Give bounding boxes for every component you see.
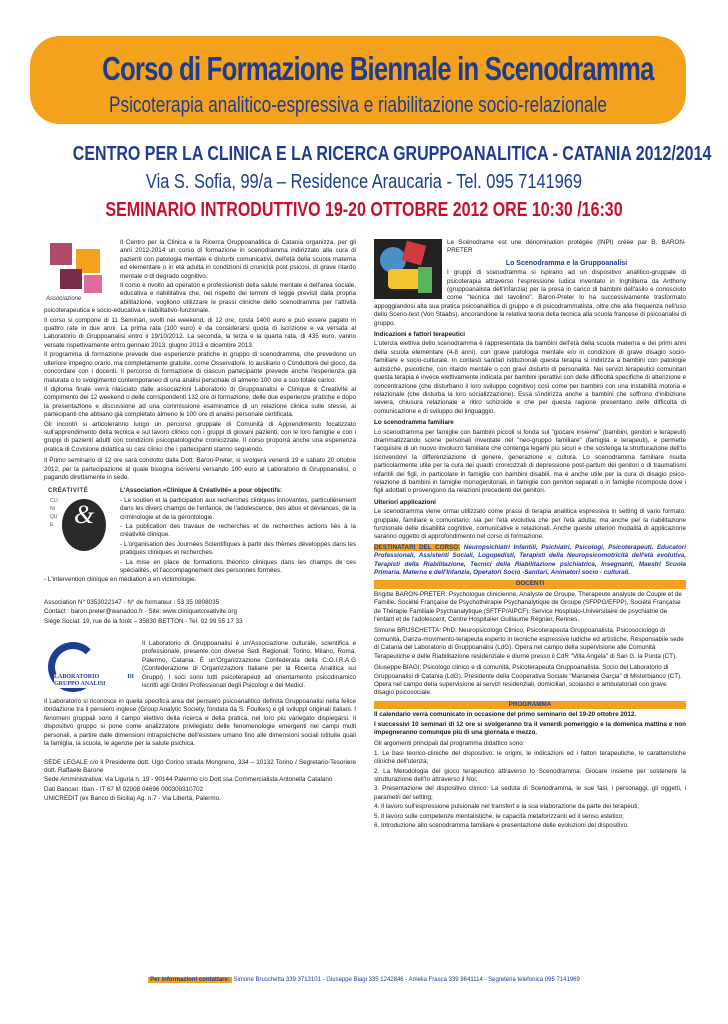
- target-paragraph: Il corso è rivolto ad operatori e professionisti della salute mentale e dell'area sociale, educativa e riabilitativa che, nel rispetto dei termini di legge previsti dalla propria abilitazione, vogliono utilizzare le prassi cliniche dello scenodramma per l'attività psicoterapeutica e socio-educativa e riabilitativo-funzionale.: [44, 282, 356, 315]
- assoc-line-3: Siège Social: 19, rue de la forêt – 35830 BETTON - Tel. 02 99 55 17 33: [44, 617, 243, 625]
- topics-list: [374, 750, 686, 831]
- footer-contacts: [0, 977, 728, 983]
- destinatari-text: Neuropsichiatri Infantili, Psichiatri, Psicologi, Psicoterapeuti, Educatori Professionali, Assistenti Sociali, Logopedisti, Terapisti della Neuropsicomotricità dell'età evolutiva, Terapisti della Riabilitazione, Tecnici della Riabilitazione psichiatrica, Insegnanti, Maestri Scuola Primaria. Materna e dell'Infanzia, Operatori Socio -Sanitari, Animatori socio - culturali.: [374, 543, 687, 577]
- list-item: 2. La Metodologia del gioco terapeutico attraverso lo Scenodramma: Giocare insieme per sostenere la strutturazione dell'Io attraverso il Noi;: [374, 767, 686, 783]
- docenti-bar: DOCENTI: [374, 580, 686, 588]
- intro-paragraph: Il Centro per la Clinica e la Ricerca Gruppoanalitica di Catania organizza, per gli anni 2012-2014 un corso di formazione in scenodramma indirizzato alla cura di pazienti con patologia mentale e disturbi comunicativi, dell'età della scuola materna ed elementare o in età adulta in condizioni di cronicità post psicosi, di grave ritardo mentale o di degrado cognitivo.: [120, 239, 356, 280]
- programma-bar: PROGRAMMA: [374, 701, 686, 709]
- docente-1: Brigitte BARON-PRETER: Psychologue clinicienne, Analyste de Groupe, Thérapeute analyste de Couple et de Famille. Société Française de Psychothérapie Psychanalytique de Groupe (SFPPG/EFPP), Société Française de Thérapie Familiale Psychanalytique (SFTFP/AIPCF). Service Hospitalo-Universitaire de psychiatrie de l'enfant et de l'adolescent, Centre Hospitalier Guillaume Régnier, Rennes.: [374, 590, 682, 624]
- prog-line-2: I successivi 10 seminari di 12 ore si svolgeranno tra il venerdì pomeriggio e la domenica mattina e non impegneranno comunque più di una giornata e mezzo.: [374, 720, 686, 736]
- fr-item-2: - La publication des travaux de recherches et de recherches actions liés à la créativité clinique.: [120, 523, 356, 539]
- destinatari-label: DESTINATARI DEL CORSO:: [374, 543, 461, 551]
- scenodrame-image: [374, 239, 442, 299]
- cost-paragraph: Il corso si compone di 11 Seminari, svolti nei weekend, di 12 ore, costa 1400 euro e può essere pagato in quattro rate in due anni. La prima rata (100 euro) è da considerarsi quota di iscrizione e va versata al Laboratorio di Gruppoanalisi entro il 19/10/2012. La seconda, la terza e la quarta rata, di 435 euro, vanno versate rispettivamente entro gennaio 2013, giugno 2013 e dicembre 2013.: [44, 316, 356, 349]
- seminar-date: SEMINARIO INTRODUTTIVO 19-20 OTTOBRE 2012 ORE 10:30 /16:30: [105, 199, 623, 221]
- prog-line-1: Il calendario verrà comunicato in occasione del primo seminario del 19-20 ottobre 2012.: [374, 711, 637, 719]
- page-title: Corso di Formazione Biennale in Scenodramma: [102, 50, 654, 87]
- fr-title: L'Association «Clinique & Créativité» a pour objectifs:: [120, 487, 283, 495]
- address: Via S. Sofia, 99/a – Residence Araucaria - Tel. 095 7141969: [145, 171, 583, 193]
- list-item: 4. Il lavoro sull'espressione pulsionale nel transfert e la sua elaborazione da parte dei terapeuti;: [374, 803, 640, 811]
- grg-logo: [44, 239, 114, 303]
- footer-label: Per informazioni contattare:: [150, 977, 230, 983]
- sede-line-1: SEDE LEGALE c/o il Presidente dott. Ugo Corino strada Mongreno, 334 – 10132 Torino / Segretario-Tesoriere dott. Raffaele Barone: [44, 758, 356, 774]
- creative-side: CLINIQUE: [50, 498, 58, 529]
- indicazioni-paragraph: L'utenza elettiva dello scenodramma è rappresentata da bambini dell'età della scuola materna e dei primi anni della scuola elementare (4-8 anni), con grave patologia mentale e/o in condizioni di grave disagio socio-familiare e socio-culturale. In contesti sanitari istituzionali questa terapia si indirizza a bambini con patologie autistiche, psicotiche, con ritardo mentale o con gravi disturbi di personalità. Nei servizi terapeutici comunitari questa terapia è invece elettivamente indicata per bambini iperattivi con delle difficoltà specifiche di attenzione e concentrazione (che disturbano il loro sviluppo cognitivo) così come per bambini con una instabilità motoria e relazionale (che disturba la loro socializzazione). Essa s'indirizza anche a bambini che soffrono d'inibizione severa, chiusura relazionale e ritiro schizoide e che per questa ragione presentano delle difficoltà di comunicazione e di sviluppo del linguaggio.: [374, 340, 686, 415]
- list-item: 5. Il lavoro sulle competenze mentalistiche, le capacità metaforizzanti ed il senso estetico;: [374, 812, 624, 820]
- sede-line-2: Sede Amministrativa: via Liguria n. 19 - 90144 Palermo c/o Dott.ssa Commercialista Antonella Catalano: [44, 776, 333, 784]
- heading-applicazioni: Ulteriori applicazioni: [374, 498, 436, 506]
- meetings-paragraph: Gli incontri si articoleranno lungo un percorso gruppale di Comunità di Apprendimento focalizzato sull'apprendimento della tecnica e sul lavoro clinico con i gruppi di giovani pazienti, con le loro famiglie e con i gruppi di pazienti adulti con condizioni psicopatologiche cronicizzate. Il corso proporrà anche una esperienza pratica di Covisione didattica su casi clinici che i partecipanti stanno seguendo.: [44, 420, 356, 453]
- page-subtitle: Psicoterapia analitico-espressiva e riabilitazione socio-relazionale: [109, 92, 607, 117]
- fr-item-3: - L'organisation des Journées Scientifiques à partir des thèmes développés dans les pratiques cliniques et recherches.: [120, 540, 356, 557]
- prog-line-3: Gli argomenti principali dal programma didattico sono:: [374, 740, 525, 748]
- lab-logo-text: LABORATORIO DI GRUPPO ANALISI: [54, 674, 134, 688]
- heading-familiare: Lo scenodramma familiare: [374, 419, 454, 427]
- logo-caption: Associazione: [46, 295, 82, 302]
- fr-item-5: - L'intervention clinique en médiation a en victimologie.: [44, 576, 197, 584]
- list-item: 1. Le basi teorico-cliniche del dispositivo: le origini, le indicazioni ed i fattori terapeutiche, le caratteristiche cliniche dell'utenza;: [374, 749, 686, 766]
- sede-line-4: UNICREDIT (ex Banco di Sicilia) Ag. n.7 - Via Libertà, Palermo.: [44, 795, 221, 803]
- first-seminar-paragraph: Il Primo seminario di 12 ore sarà condotto dalla Dott. Baron-Preter, si svolgerà venerdi 19 e sabato 20 ottobre 2012, per la partecipazione al quale bisogna iscriversi versando 100 euro al Laboratorio di Gruppoanalisi, o pagando direttamente in sede.: [44, 457, 356, 481]
- list-item: 3. Presentazione del dispositivo clinico: La seduta di Scenodramma, le sue fasi, i personaggi, gli oggetti, i parametri del setting;: [374, 785, 686, 801]
- creative-label: CRÉATIVITÉ: [48, 488, 89, 495]
- familiare-paragraph: Lo scenodramma per famiglie con bambini piccoli si fonda sul "giocare insieme" (bambini, genitori e terapeuti) drammatizzando scene personali inventate nel "neo-gruppo familiare" (famiglia e terapeuti), e permette l'acquisire di un nuovo involucro familiare che contenga legami più sicuri e che sostenga la strutturazione dell'Io iscrivendovi la differenziazione di genere, generazione e cultura. Lo scenodramma familiare risulta particolarmente utile per la cura dei quadri cronicizzati di depressione post-partum dei genitori o di traumatismi infantili dei figli, in particolare in famiglie con bambini disabili, ma è anche utile per la cura di disagio psico-relazione di bambini in famiglie monogenitoriali, in famiglie con genitori separati o in famiglie ricomposte dove i figli adottati o provengono da relazioni precedenti dei genitori.: [374, 428, 686, 495]
- scenodrame-caption: Le Scénodrame est une dénomination protégée (INPI) créée par B. BARON-PRETER: [447, 239, 686, 255]
- docente-3: Giuseppe BIAGI: Psicologo clinico e di comunità, Psicoterapeuta Gruppoanalista. Socio del Laboratorio di Gruppoanalisi di Catania (LdG). Presidente della Cooperativa Sociale "Marianela Garçia" di Misterbianco (CT). Opera nel campo della supervisione ai servizi residenziali, domiciliari, scolastici e ambulatoriali con grave disagio psicosociale.: [374, 664, 682, 697]
- list-item: 6. Introduzione allo scenodramma familiare e presentazione delle evoluzioni del dispositivo.: [374, 822, 629, 829]
- fr-item-4: - La mise en place de formations théorico cliniques dans les champs de ces spécialités, et l'accompagnement des personnes formées.: [120, 558, 356, 575]
- sede-line-3: Dati Bancari: Iban - IT 67 M 02008 04696 000300310702: [44, 785, 204, 793]
- lab-paragraph: Il Laboratorio di Gruppoanalisi è un'Associazione culturale, scientifica e professionale, presente con diverse Sedi Regionali: Torino, Milano, Roma, Palermo, Catania. È un'Organizzazione Confederata della C.O.I.R.A.G (Confederazione di Organizzazioni Italiane per la Ricerca Analitica sui Gruppi). I soci sono tutti psicoterapeuti ad orientamento psicodinamico iscritti agli Ordini Professionali degli Psicologi e dei Medici.: [142, 640, 356, 690]
- heading-indicazioni: Indicazioni e fattori terapeutici: [374, 331, 465, 339]
- fr-item-1: - Le soutien et la participation aux recherches cliniques innovantes, particulièrement dans les divers champs de l'enfance, de l'adolescence, des abus et déviances, de la criminologie et de la gérontologie.: [120, 496, 356, 521]
- center-title: CENTRO PER LA CLINICA E LA RICERCA GRUPPOANALITICA - CATANIA 2012/2014: [72, 143, 712, 165]
- docente-2: Simone BRUSCHETTA: PhD. Neuropsicologo Clinico, Psicoterapeuta Gruppoanalista. Psicosociologo di comunità, Danza-movimento-terapeuta esperto in tecniche espressive ludiche ed artistiche. Responsabile sede di Catania del Laboratorio di Gruppoanalisi (LdG). Opera nel campo della supervisione alle Comunità Terapeutiche e delle Riabilitazione residenziale e diurne presso il CdR "Villa Angela" di San G. la Punta (CT).: [374, 627, 684, 660]
- heading-scenodramma: Lo Scenodramma e la Gruppoanalisi: [505, 259, 628, 267]
- assoc-line-1: Association N° 0353022147 - N° de formateur : 53 35 0808035: [44, 598, 220, 606]
- assoc-line-2: Contact : baron.preter@wanadoo.fr - Site: www.cliniquetcreativite.org: [44, 608, 237, 616]
- laboratorio-logo: [44, 640, 136, 696]
- applicazioni-paragraph: Le scenodramma viene ormai utilizzato come prassi di terapia analitica espressiva in setting di vario formato: gruppale, familiare e comunitario; sia per l'età evolutiva che per l'età adulta; ma anche per la riabilitazione funzionale delle disabilità cognitive, comunicative e relazionali. Anche queste ulteriori modalità di applicazione saranno oggetto di approfondimento nel corso di formazione.: [374, 508, 686, 541]
- right-column: [374, 239, 686, 831]
- program-paragraph: Il programma di formazione prevede due esperienze pratiche in gruppo di scenodramma, che prevedono un ulteriore impegno orario, ma completamente gratuite, come Osservatore, lo ausiliario o Conduttore del gioco, da concordare con i docenti. Il percorso di formazione di ciascun partecipante prevede anche l'esperienza già maturata o lo svolgimento contemporaneo di una analisi personale di almeno 100 ore a suo totale carico.: [44, 351, 356, 384]
- diploma-paragraph: Il diploma finale verrà rilasciato dalle associazioni Laboratorio di Gruppoanalisi e Clinique & Creativité al compimento dei 12 weekend o delle corrispondenti 132 ore di formazione, delle due esperienze pratiche e dopo la presentazione e discussione ad una commissione esaminatrice di un relazione clinica sulle stesse, ai partecipanti che abbiano già completato almeno le 100 ore di analisi personale certificata.: [44, 385, 356, 419]
- scenodramma-paragraph: I gruppi di scenodramma si ispirano ad un dispositivo analitico-gruppale di psicoterapia attraverso l'espressione ludica inventato in Inghilterra da Anthony (gruppoanalista dell'infanzia) per la presa in carico di bambini dell'asilo e conosciuto come "tecnica del tavolino". Baron-Preter lo ha successivamente trasformato appoggiandosi alla sua pratica psicoanalitica di gruppo e di psicodrammatista, oltre che alla frequenza nell'uso dello Sceno-test (Von Staabs), ancorandone la relativa teoria della tecnica alla scuola francese di psicoanalisi di gruppo.: [374, 269, 686, 327]
- creative-logo: [44, 487, 114, 565]
- left-column: [44, 239, 356, 805]
- footer-text: Simone Bruschetta 339 3713101 - Giuseppe Biagi 335 1242846 - Amelia Frasca 339 8641114 - Segreteria telefonica 095 7141969: [233, 977, 580, 983]
- ampersand-icon: &: [74, 500, 95, 530]
- gruppoanalisi-paragraph: Il Laboratorio si riconosce in quella specifica area del pensiero psicoanalitico definita Gruppoanalisi nella felice ibridazione tra il pensiero inglese (Group Analytic Society, fondata da S. Foulkes) e gli sviluppi originali italiani. I fenomeni gruppali sono il campo elettivo della ricerca e della pratica, nel loro più variegato dispiegarsi. Il dispositivo gruppo si pone come analizzatore privilegiato delle fenomenologie emergenti nei campi multi personali, a partire dalle dimensioni intrapsichiche dell'esistere umano fino alle dimensioni sociali istituite quali la famiglia, la scuola, le agenzie per la salute psichica.: [44, 698, 356, 748]
- title-banner: [30, 36, 686, 124]
